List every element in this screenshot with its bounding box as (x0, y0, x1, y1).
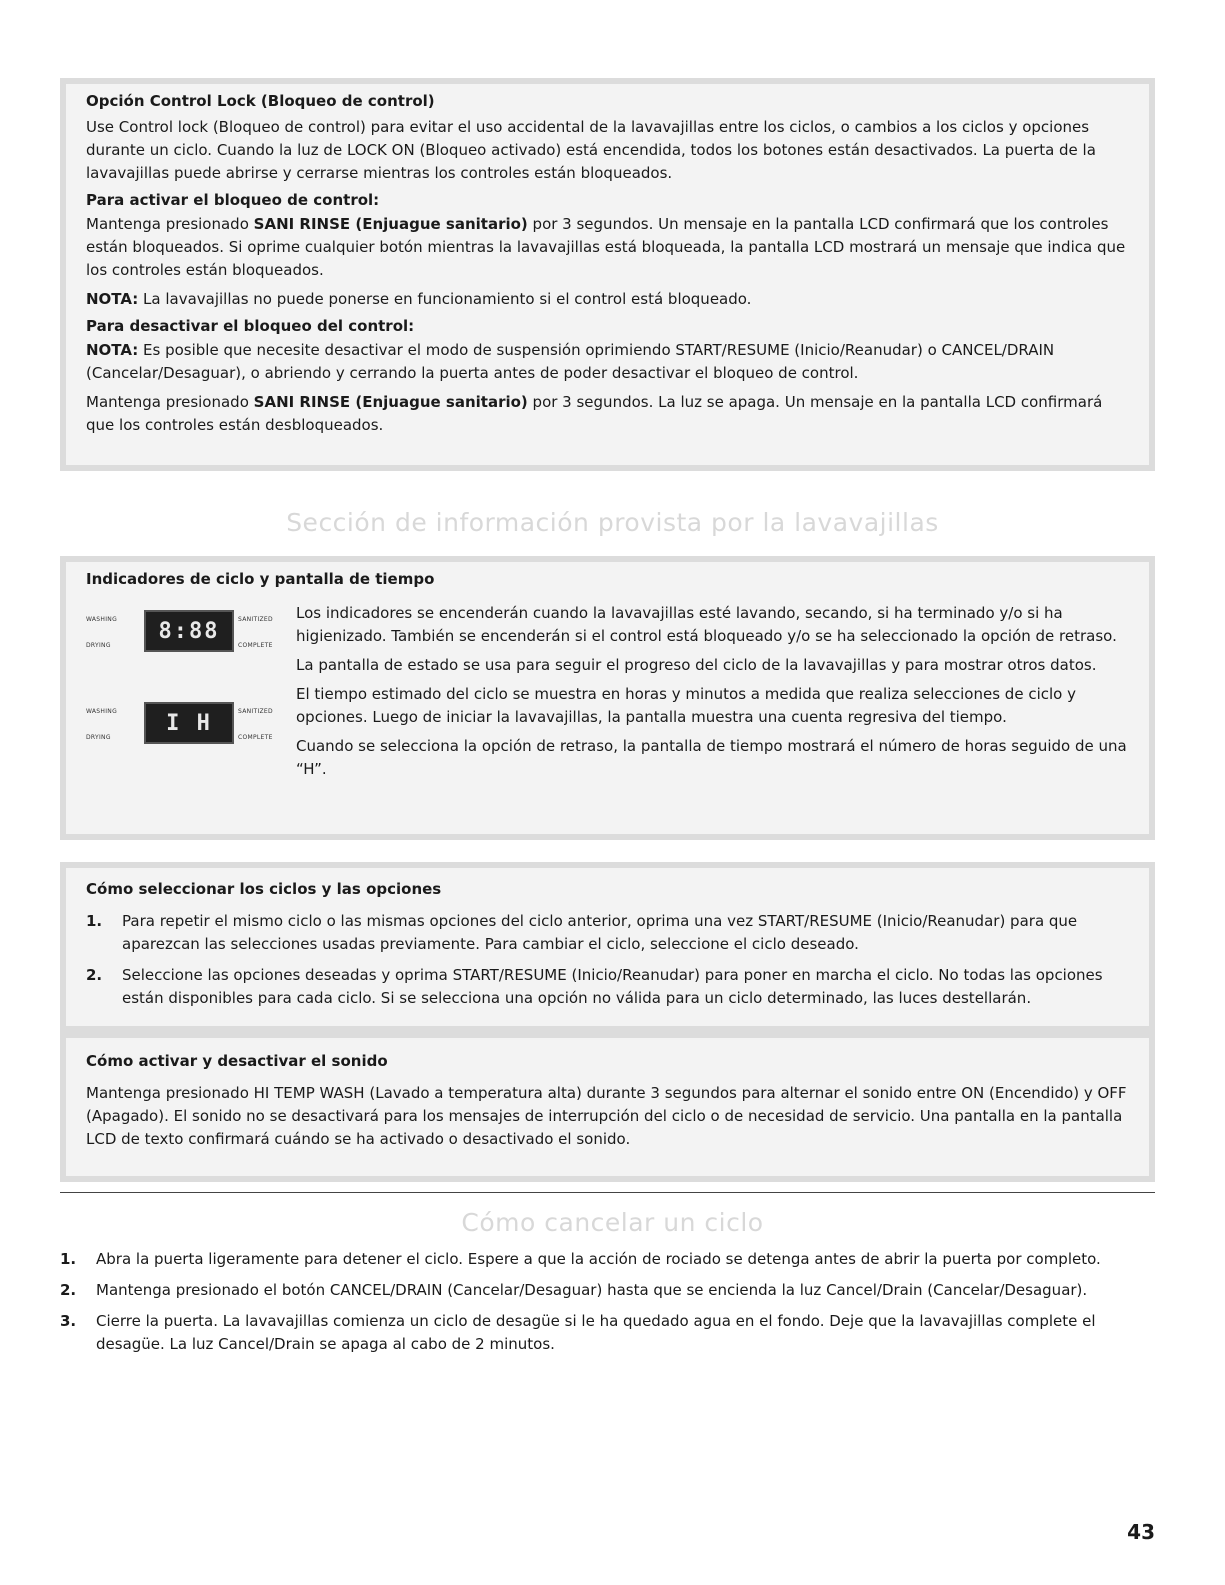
lcd-display: I H (144, 702, 234, 744)
list-item: 1. Para repetir el mismo ciclo o las mismas opciones del ciclo anterior, oprima una vez START/RESUME (Inicio/Reanudar) para que aparezcan las selecciones usadas previamente. Para cambiar el ciclo, seleccione el ciclo deseado. (86, 912, 1078, 953)
control-lock-intro: Use Control lock (Bloqueo de control) para evitar el uso accidental de la lavavajillas entre los ciclos, o cambios a los ciclos y opciones durante un ciclo. Cuando la luz de LOCK ON (Bloqueo activado) está encendida, todos los botones están desactivados. La puerta de la lavavajillas puede abrirse y cerrarse mientras los controles están bloqueados. (86, 118, 1096, 182)
cancel-cycle-list (60, 1248, 1160, 1364)
control-lock-box (60, 78, 1155, 471)
indicators-p1: Los indicadores se encenderán cuando la lavavajillas esté lavando, secando, si ha terminado y/o si ha higienizado. También se encenderán si el control está bloqueado y/o se ha seleccionado la opción de retraso. (296, 604, 1117, 645)
list-item: 3. Cierre la puerta. La lavavajillas comienza un ciclo de desagüe si le ha quedado agua en el fondo. Deje que la lavavajillas complete el desagüe. La luz Cancel/Drain se apaga al cabo de 2 minutos. (60, 1312, 1096, 1353)
washing-label: WASHING (86, 616, 118, 623)
complete-label: COMPLETE (238, 642, 273, 649)
select-cycles-title: Cómo seleccionar los ciclos y las opciones (86, 880, 442, 898)
sanitized-label: SANITIZED (238, 708, 273, 715)
divider-rule (60, 1192, 1155, 1193)
select-cycles-box (60, 862, 1155, 1032)
note-2: NOTA: Es posible que necesite desactivar el modo de suspensión oprimiendo START/RESUME (Inicio/Reanudar) o CANCEL/DRAIN (Cancelar/Desaguar), o abriendo y cerrando la puerta antes de poder desactivar el bloqueo de control. (86, 341, 1055, 382)
indicators-title: Indicadores de ciclo y pantalla de tiempo (86, 570, 435, 588)
activate-heading: Para activar el bloqueo de control: (86, 191, 380, 209)
deactivate-heading: Para desactivar el bloqueo del control: (86, 317, 415, 335)
washing-label: WASHING (86, 708, 118, 715)
indicators-p2: La pantalla de estado se usa para seguir el progreso del ciclo de la lavavajillas y para mostrar otros datos. (296, 656, 1097, 674)
display-panels (86, 602, 296, 786)
drying-label: DRYING (86, 734, 111, 741)
indicators-box (60, 556, 1155, 840)
display-panel-2 (86, 694, 286, 786)
control-lock-title: Opción Control Lock (Bloqueo de control) (86, 92, 435, 110)
list-item: 1. Abra la puerta ligeramente para detener el ciclo. Espere a que la acción de rociado se detenga antes de abrir la puerta por completo. (60, 1250, 1101, 1268)
sanitized-label: SANITIZED (238, 616, 273, 623)
info-section-title: Sección de información provista por la lavavajillas (286, 508, 939, 537)
list-item: 2. Seleccione las opciones deseadas y oprima START/RESUME (Inicio/Reanudar) para poner en marcha el ciclo. No todas las opciones están disponibles para cada ciclo. Si se selecciona una opción no válida para un ciclo determinado, las luces destellarán. (86, 966, 1103, 1007)
page-number: 43 (1127, 1520, 1155, 1544)
indicators-text (296, 602, 1135, 781)
deactivate-text: Mantenga presionado SANI RINSE (Enjuague sanitario) por 3 segundos. La luz se apaga. Un mensaje en la pantalla LCD confirmará que los controles están desbloqueados. (86, 393, 1103, 434)
complete-label: COMPLETE (238, 734, 273, 741)
indicators-content (86, 602, 1135, 781)
indicators-p4: Cuando se selecciona la opción de retraso, la pantalla de tiempo mostrará el número de horas seguido de una “H”. (296, 737, 1127, 778)
list-item: 2. Mantenga presionado el botón CANCEL/DRAIN (Cancelar/Desaguar) hasta que se encienda la luz Cancel/Drain (Cancelar/Desaguar). (60, 1281, 1088, 1299)
activate-text: Mantenga presionado SANI RINSE (Enjuague sanitario) por 3 segundos. Un mensaje en la pantalla LCD confirmará que los controles están bloqueados. Si oprime cualquier botón mientras la lavavajillas está bloqueada, la pantalla LCD mostrará un mensaje que indica que los controles están bloqueados. (86, 215, 1126, 279)
display-panel-1 (86, 602, 286, 694)
lcd-display: 8:88 (144, 610, 234, 652)
indicators-p3: El tiempo estimado del ciclo se muestra en horas y minutos a medida que realiza selecciones de ciclo y opciones. Luego de iniciar la lavavajillas, la pantalla muestra una cuenta regresiva del tiempo. (296, 685, 1076, 726)
drying-label: DRYING (86, 642, 111, 649)
sound-text: Mantenga presionado HI TEMP WASH (Lavado a temperatura alta) durante 3 segundos para alternar el sonido entre ON (Encendido) y OFF (Apagado). El sonido no se desactivará para los mensajes de interrupción del ciclo o de necesidad de servicio. Una pantalla en la pantalla LCD de texto confirmará cuándo se ha activado o desactivado el sonido. (86, 1084, 1127, 1148)
cancel-steps (60, 1248, 1160, 1356)
sound-title: Cómo activar y desactivar el sonido (86, 1052, 388, 1070)
select-cycles-list (86, 910, 1135, 1010)
cancel-section-title: Cómo cancelar un ciclo (461, 1208, 764, 1237)
sound-box (60, 1032, 1155, 1182)
note-1: NOTA: La lavavajillas no puede ponerse en funcionamiento si el control está bloqueado. (86, 290, 752, 308)
